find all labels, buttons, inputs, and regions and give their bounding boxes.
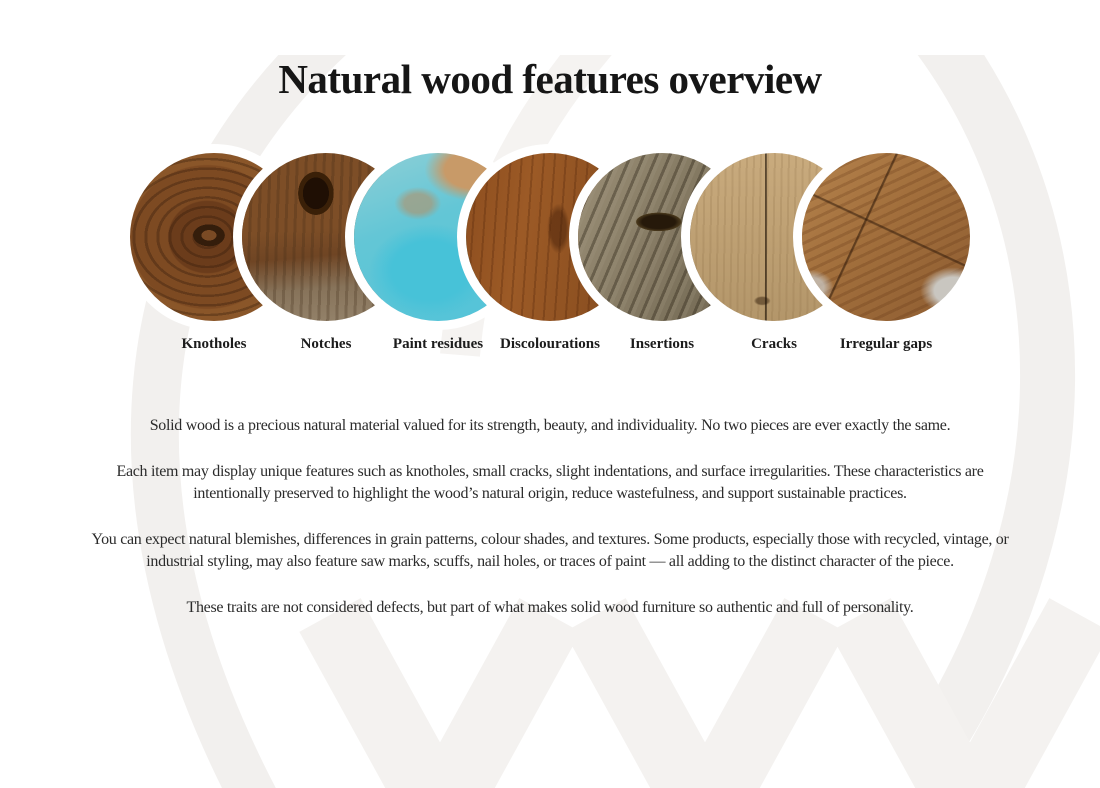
feature-label: Notches <box>300 336 352 352</box>
page-title: Natural wood features overview <box>278 56 822 102</box>
feature-label: Irregular gaps <box>839 336 933 352</box>
features-row <box>0 153 1100 353</box>
feature-label: Cracks <box>751 336 797 352</box>
description-text <box>88 415 1013 619</box>
paragraph-unique-features: Each item may display unique features such as knotholes, small cracks, slight indentations, and surface irregularities. These characteristics are intentionally preserved to highlight the wood’s natural origin, reduce wastefulness, and support sustainable practices. <box>116 463 984 502</box>
feature-label: Discolourations <box>499 336 600 352</box>
paragraph-conclusion: These traits are not considered defects, but part of what makes solid wood furniture so authentic and full of personality. <box>186 599 914 617</box>
feature-label: Paint residues <box>392 336 484 352</box>
feature-label: Knotholes <box>181 336 247 352</box>
feature-label: Insertions <box>629 336 695 352</box>
paragraph-expectations: You can expect natural blemishes, differences in grain patterns, colour shades, and textures. Some products, especially those with recycled, vintage, or industrial styling, may also feature saw marks, scuffs, nail holes, or traces of paint — all adding to the distinct character of the piece. <box>91 531 1009 570</box>
feature-irregular-gaps <box>802 153 970 353</box>
paragraph-intro: Solid wood is a precious natural material valued for its strength, beauty, and individuality. No two pieces are ever exactly the same. <box>149 417 951 434</box>
feature-image-irregular-gaps <box>802 153 970 321</box>
infographic-page <box>0 55 1100 619</box>
